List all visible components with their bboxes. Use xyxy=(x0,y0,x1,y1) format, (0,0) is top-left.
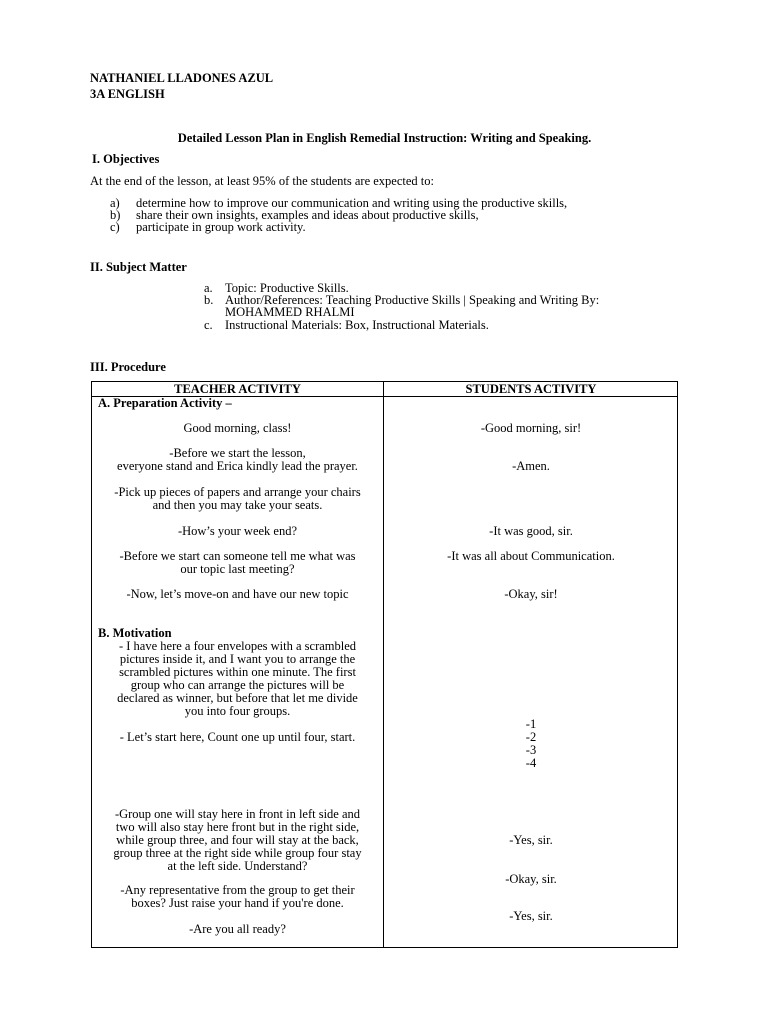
teacher-line: you into four groups. xyxy=(184,704,291,718)
student-line: -Amen. xyxy=(512,459,550,473)
teacher-line: declared as winner, but before that let me divide xyxy=(117,691,358,705)
teacher-line: scrambled pictures within one minute. The first xyxy=(119,665,356,679)
list-text: Topic: Productive Skills. xyxy=(225,281,349,295)
students-activity-header: STUDENTS ACTIVITY xyxy=(465,382,597,396)
list-text: Instructional Materials: Box, Instructional Materials. xyxy=(225,317,489,332)
teacher-line: while group three, and four will stay at the back, xyxy=(116,833,359,847)
teacher-line: everyone stand and Erica kindly lead the prayer. xyxy=(117,459,358,473)
list-text: Author/References: Teaching Productive Skills | Speaking and Writing By: xyxy=(225,293,600,308)
student-line: -It was good, sir. xyxy=(489,524,573,538)
teacher-line: Good morning, class! xyxy=(183,421,292,435)
teacher-activity-header: TEACHER ACTIVITY xyxy=(174,382,301,396)
teacher-line: -Before we start the lesson, xyxy=(169,446,306,460)
teacher-line: -Before we start can someone tell me what was xyxy=(119,549,356,563)
section-preparation-heading: A. Preparation Activity – xyxy=(98,396,232,410)
list-item xyxy=(204,319,599,331)
student-line: -Good morning, sir! xyxy=(480,421,582,435)
document-title: Detailed Lesson Plan in English Remedial Instruction: Writing and Speaking. xyxy=(177,131,592,145)
author-name: NATHANIEL LLADONES AZUL xyxy=(90,71,274,85)
teacher-line: -Pick up pieces of papers and arrange your chairs xyxy=(114,485,361,499)
teacher-line: - Let’s start here, Count one up until four, start. xyxy=(119,730,356,744)
student-line: -4 xyxy=(525,756,537,770)
student-line: -1 xyxy=(525,717,537,731)
list-text: share their own insights, examples and ideas about productive skills, xyxy=(136,208,479,223)
section-motivation-heading: B. Motivation xyxy=(98,626,172,640)
teacher-line: group three at the right side while group four stay xyxy=(113,846,362,860)
student-line: -Okay, sir! xyxy=(504,587,558,601)
teacher-line: at the left side. Understand? xyxy=(167,859,308,873)
teacher-line: -Any representative from the group to get their xyxy=(120,883,355,897)
student-line: -Yes, sir. xyxy=(509,833,553,847)
teacher-line: our topic last meeting? xyxy=(180,562,295,576)
student-count-off xyxy=(384,718,678,770)
list-marker: c) xyxy=(110,220,120,235)
teacher-line: two will also stay here front but in the right side, xyxy=(115,820,360,834)
teacher-line: -Group one will stay here in front in left side and xyxy=(114,807,361,821)
list-marker: b. xyxy=(204,293,214,308)
list-text: participate in group work activity. xyxy=(136,220,306,235)
student-line: -3 xyxy=(525,743,537,757)
teacher-line: -Now, let’s move-on and have our new topic xyxy=(126,587,349,601)
list-text: determine how to improve our communication and writing using the productive skills, xyxy=(136,196,568,210)
student-line: -It was all about Communication. xyxy=(447,549,615,563)
teacher-line: group who can arrange the pictures will be xyxy=(130,678,345,692)
list-text: MOHAMMED RHALMI xyxy=(225,305,355,320)
list-marker: a. xyxy=(204,281,213,295)
subject-matter-heading: II. Subject Matter xyxy=(90,260,187,274)
student-line: -Okay, sir. xyxy=(505,872,557,886)
list-item xyxy=(110,221,567,233)
teacher-line: - I have here a four envelopes with a scrambled xyxy=(118,639,357,653)
teacher-paragraph xyxy=(92,640,383,718)
teacher-line: pictures inside it, and I want you to arrange the xyxy=(119,652,356,666)
subject-matter-list xyxy=(204,282,599,331)
list-marker: c. xyxy=(204,317,213,332)
student-line: -Yes, sir. xyxy=(509,909,553,923)
teacher-line: -Are you all ready? xyxy=(189,922,286,936)
teacher-paragraph xyxy=(92,808,383,873)
list-marker: b) xyxy=(110,208,121,223)
teacher-line: and then you may take your seats. xyxy=(152,498,323,512)
procedure-table xyxy=(91,381,678,948)
objectives-heading: I. Objectives xyxy=(92,152,160,166)
teacher-paragraph xyxy=(92,884,383,910)
teacher-line: boxes? Just raise your hand if you're done. xyxy=(131,896,344,910)
teacher-line: -How’s your week end? xyxy=(177,524,298,538)
procedure-heading: III. Procedure xyxy=(90,360,166,374)
objectives-intro: At the end of the lesson, at least 95% of the students are expected to: xyxy=(90,174,434,188)
class-label: 3A ENGLISH xyxy=(90,87,165,101)
student-line: -2 xyxy=(525,730,537,744)
objectives-list xyxy=(110,197,567,234)
list-marker: a) xyxy=(110,196,120,210)
